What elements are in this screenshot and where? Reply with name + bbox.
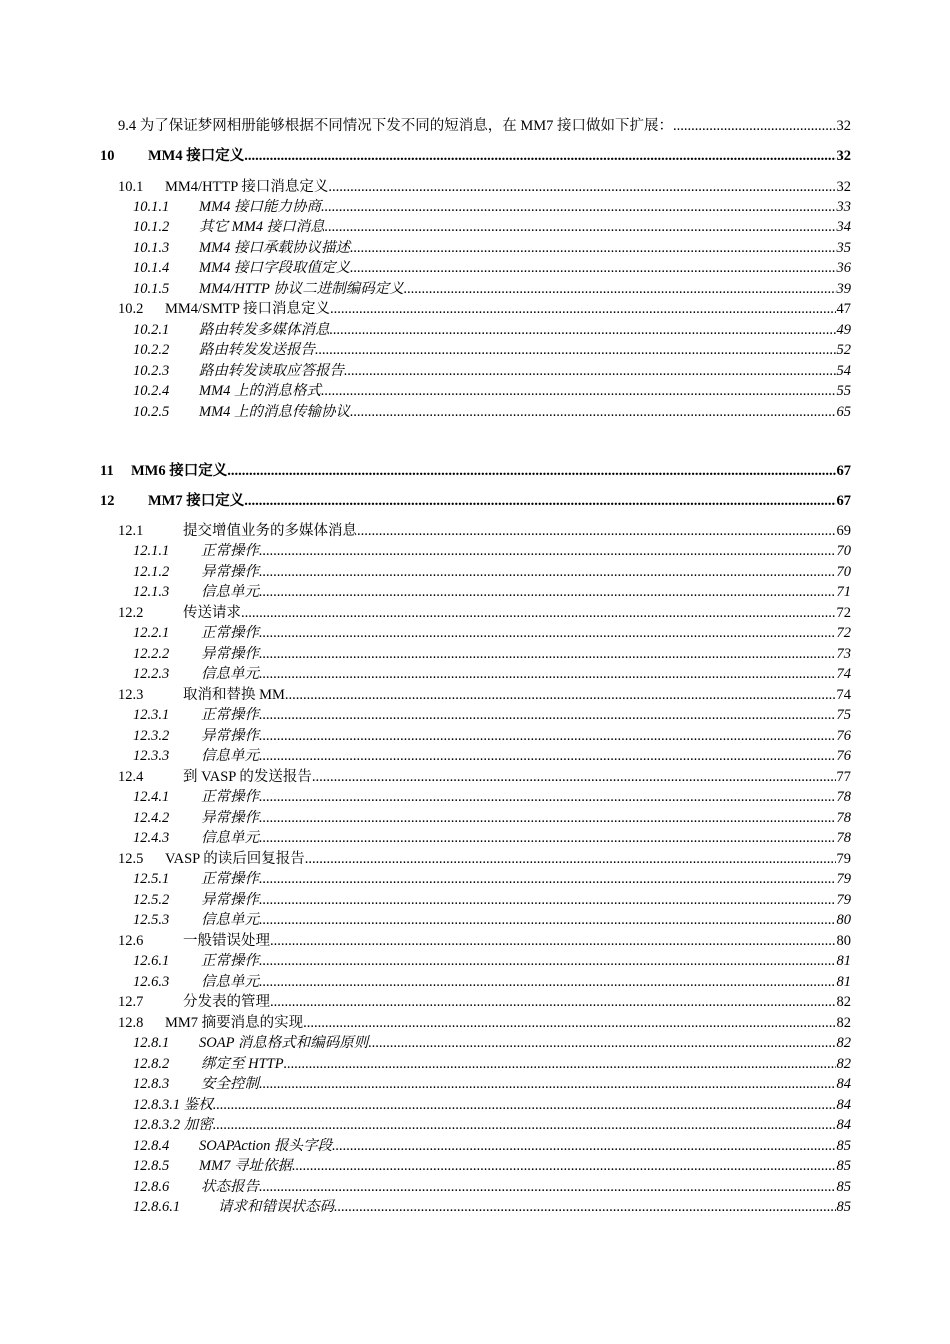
toc-dot-leader xyxy=(368,1033,835,1053)
toc-page-number: 33 xyxy=(836,199,851,215)
toc-entry-title: 分发表的管理 xyxy=(183,994,270,1010)
toc-entry[interactable] xyxy=(0,320,950,340)
toc-entry-number: 12.8.6.1 xyxy=(133,1199,181,1215)
toc-entry[interactable] xyxy=(0,746,950,766)
toc-dot-leader xyxy=(350,238,835,258)
toc-entry[interactable] xyxy=(0,238,950,258)
toc-entry-number: 12.8.5 xyxy=(133,1158,170,1174)
toc-page-number: 67 xyxy=(836,463,851,479)
toc-page-number: 80 xyxy=(836,933,851,949)
toc-entry-title: 正常操作 xyxy=(201,953,259,969)
toc-entry[interactable] xyxy=(0,177,950,197)
toc-dot-leader xyxy=(305,849,836,869)
toc-entry-number: 12.3.2 xyxy=(133,728,170,744)
toc-entry[interactable] xyxy=(0,1054,950,1074)
toc-page-number: 47 xyxy=(836,301,851,317)
toc-dot-leader xyxy=(312,767,836,787)
toc-page-number: 49 xyxy=(836,322,851,338)
toc-entry[interactable] xyxy=(0,992,950,1012)
toc-entry-title: 到 VASP 的发送报告 xyxy=(183,769,312,785)
toc-dot-leader xyxy=(259,787,836,807)
toc-dot-leader xyxy=(673,116,835,136)
toc-entry-title: 异常操作 xyxy=(201,892,259,908)
toc-entry-number: 12.5.2 xyxy=(133,892,170,908)
toc-page-number: 76 xyxy=(836,728,851,744)
toc-entry[interactable] xyxy=(0,402,950,422)
toc-dot-leader xyxy=(259,1177,836,1197)
toc-entry-title: 路由转发多媒体消息 xyxy=(199,322,330,338)
toc-dot-leader xyxy=(227,461,835,481)
toc-entry-title: 信息单元 xyxy=(201,974,259,990)
toc-entry[interactable] xyxy=(0,972,950,992)
toc-page-number: 81 xyxy=(836,953,851,969)
toc-entry-number: 12.5 xyxy=(118,851,144,867)
toc-dot-leader xyxy=(330,299,835,319)
toc-page-number: 54 xyxy=(836,363,851,379)
toc-dot-leader xyxy=(259,869,836,889)
toc-page-number: 74 xyxy=(836,687,851,703)
toc-page-number: 80 xyxy=(836,912,851,928)
toc-page-number: 32 xyxy=(836,148,851,164)
toc-page-number: 71 xyxy=(836,584,851,600)
toc-entry-number: 10.2.3 xyxy=(133,363,170,379)
toc-page-number: 32 xyxy=(836,179,851,195)
toc-dot-leader xyxy=(330,320,836,340)
toc-entry-number: 10.2.2 xyxy=(133,342,170,358)
toc-entry[interactable] xyxy=(0,623,950,643)
toc-entry-number: 12.6.1 xyxy=(133,953,170,969)
toc-entry-title: 取消和替换 MM xyxy=(183,687,285,703)
toc-entry[interactable] xyxy=(0,340,950,360)
toc-entry-title: 正常操作 xyxy=(201,871,259,887)
toc-dot-leader xyxy=(334,1197,836,1217)
toc-entry-number: 12.1.3 xyxy=(133,584,170,600)
toc-entry[interactable] xyxy=(0,705,950,725)
toc-entry[interactable] xyxy=(0,787,950,807)
toc-entry-number: 12.1.2 xyxy=(133,564,170,580)
toc-dot-leader xyxy=(284,1054,836,1074)
toc-dot-leader xyxy=(259,582,836,602)
toc-dot-leader xyxy=(259,828,836,848)
toc-entry[interactable] xyxy=(0,951,950,971)
toc-entry-title: 信息单元 xyxy=(201,830,259,846)
toc-entry[interactable] xyxy=(0,910,950,930)
toc-entry-title: 提交增值业务的多媒体消息 xyxy=(183,523,357,539)
toc-entry-number: 10.1.2 xyxy=(133,219,170,235)
toc-entry[interactable] xyxy=(0,1197,950,1217)
toc-page-number: 85 xyxy=(836,1138,851,1154)
toc-entry[interactable] xyxy=(0,1177,950,1197)
toc-page-number: 79 xyxy=(836,871,851,887)
toc-entry-number: 12.3.1 xyxy=(133,707,170,723)
toc-entry-number: 12.8 xyxy=(118,1015,144,1031)
toc-entry-title: MM4/HTTP 接口消息定义 xyxy=(165,179,329,195)
toc-entry-number: 12.2.1 xyxy=(133,625,170,641)
toc-page-number: 55 xyxy=(836,383,851,399)
toc-entry-title: 信息单元 xyxy=(201,666,259,682)
toc-page-number: 75 xyxy=(836,707,851,723)
toc-dot-leader xyxy=(404,279,836,299)
toc-entry-title: SOAP 消息格式和编码原则 xyxy=(199,1035,369,1051)
toc-page-number: 35 xyxy=(836,240,851,256)
toc-page-number: 85 xyxy=(836,1199,851,1215)
toc-dot-leader xyxy=(259,623,836,643)
toc-dot-leader xyxy=(321,197,835,217)
toc-entry-number: 12.4.1 xyxy=(133,789,170,805)
toc-entry-number: 12.4.2 xyxy=(133,810,170,826)
toc-page-number: 84 xyxy=(836,1117,851,1133)
toc-entry-title: MM7 摘要消息的实现 xyxy=(165,1015,304,1031)
toc-dot-leader xyxy=(259,972,836,992)
toc-entry-title: 12.8.3.2 加密 xyxy=(133,1117,213,1133)
toc-entry-title: 信息单元 xyxy=(201,584,259,600)
toc-entry-title: MM4 接口定义 xyxy=(148,148,245,164)
toc-entry-number: 10.1.3 xyxy=(133,240,170,256)
toc-dot-leader xyxy=(241,603,836,623)
toc-page-number: 79 xyxy=(836,892,851,908)
toc-entry-title: MM4 上的消息传输协议 xyxy=(199,404,351,420)
toc-page-number: 70 xyxy=(836,564,851,580)
toc-entry-number: 10 xyxy=(100,148,115,164)
toc-page-number: 76 xyxy=(836,748,851,764)
toc-entry[interactable] xyxy=(0,685,950,705)
toc-dot-leader xyxy=(292,1156,835,1176)
toc-page-number: 73 xyxy=(836,646,851,662)
toc-page-number: 82 xyxy=(836,1056,851,1072)
toc-entry-number: 10.1.1 xyxy=(133,199,170,215)
toc-dot-leader xyxy=(259,951,836,971)
toc-dot-leader xyxy=(259,562,836,582)
toc-entry-title: 信息单元 xyxy=(201,912,259,928)
toc-page-number: 69 xyxy=(836,523,851,539)
toc-entry[interactable] xyxy=(0,217,950,237)
toc-page-number: 78 xyxy=(836,789,851,805)
toc-entry[interactable] xyxy=(0,279,950,299)
toc-entry-number: 12 xyxy=(100,493,115,509)
toc-entry[interactable] xyxy=(0,1074,950,1094)
toc-page-number: 74 xyxy=(836,666,851,682)
toc-entry-title: MM7 接口定义 xyxy=(148,493,245,509)
toc-entry-number: 10.2 xyxy=(118,301,144,317)
toc-entry[interactable] xyxy=(0,381,950,401)
toc-entry-title: 一般错误处理 xyxy=(183,933,270,949)
toc-entry-title: MM4 接口承载协议描述 xyxy=(199,240,351,256)
toc-entry[interactable] xyxy=(0,808,950,828)
toc-dot-leader xyxy=(213,1115,836,1135)
toc-entry-title: 正常操作 xyxy=(201,707,259,723)
toc-entry-number: 12.1 xyxy=(118,523,144,539)
toc-page-number: 72 xyxy=(836,625,851,641)
toc-entry[interactable] xyxy=(0,258,950,278)
toc-dot-leader xyxy=(259,705,836,725)
toc-entry-number: 12.2.3 xyxy=(133,666,170,682)
toc-dot-leader xyxy=(270,992,836,1012)
toc-page-number: 81 xyxy=(836,974,851,990)
toc-dot-leader xyxy=(244,146,835,166)
toc-page-number: 85 xyxy=(836,1158,851,1174)
toc-page-number: 82 xyxy=(836,1035,851,1051)
toc-entry-title: 请求和错误状态码 xyxy=(218,1199,334,1215)
toc-entry-title: 异常操作 xyxy=(201,564,259,580)
toc-page-number: 72 xyxy=(836,605,851,621)
toc-dot-leader xyxy=(350,402,835,422)
toc-entry[interactable] xyxy=(0,116,950,136)
toc-entry-title: 状态报告 xyxy=(201,1179,259,1195)
toc-dot-leader xyxy=(350,258,835,278)
toc-dot-leader xyxy=(259,644,836,664)
toc-entry-title: MM4/HTTP 协议二进制编码定义 xyxy=(199,281,404,297)
toc-dot-leader xyxy=(259,808,836,828)
toc-entry-number: 12.8.2 xyxy=(133,1056,170,1072)
toc-page-number: 36 xyxy=(836,260,851,276)
toc-entry-title: 路由转发发送报告 xyxy=(199,342,315,358)
toc-entry-number: 10.1 xyxy=(118,179,144,195)
toc-dot-leader xyxy=(332,1136,835,1156)
toc-entry[interactable] xyxy=(0,541,950,561)
toc-entry-number: 12.5.1 xyxy=(133,871,170,887)
toc-dot-leader xyxy=(357,521,836,541)
toc-entry-title: 正常操作 xyxy=(201,543,259,559)
toc-entry-title: 异常操作 xyxy=(201,646,259,662)
toc-dot-leader xyxy=(303,1013,835,1033)
toc-dot-leader xyxy=(259,910,836,930)
toc-page-number: 79 xyxy=(836,851,851,867)
toc-entry-number: 12.6.3 xyxy=(133,974,170,990)
toc-entry-title: MM7 寻址依据 xyxy=(199,1158,293,1174)
toc-dot-leader xyxy=(344,361,836,381)
toc-page-number: 82 xyxy=(836,994,851,1010)
toc-entry-number: 12.8.6 xyxy=(133,1179,170,1195)
toc-dot-leader xyxy=(325,217,836,237)
toc-entry-number: 10.1.5 xyxy=(133,281,170,297)
toc-dot-leader xyxy=(270,931,836,951)
toc-entry[interactable] xyxy=(0,869,950,889)
toc-dot-leader xyxy=(244,491,835,511)
toc-dot-leader xyxy=(328,177,835,197)
toc-entry[interactable] xyxy=(0,664,950,684)
toc-dot-leader xyxy=(259,541,836,561)
toc-entry-number: 12.3 xyxy=(118,687,144,703)
toc-dot-leader xyxy=(315,340,836,360)
toc-entry[interactable] xyxy=(0,1033,950,1053)
toc-entry[interactable] xyxy=(0,1115,950,1135)
toc-entry-number: 10.2.5 xyxy=(133,404,170,420)
toc-page-number: 34 xyxy=(836,219,851,235)
toc-page-number: 52 xyxy=(836,342,851,358)
toc-entry[interactable] xyxy=(0,726,950,746)
toc-entry[interactable] xyxy=(0,582,950,602)
toc-entry-number: 12.1.1 xyxy=(133,543,170,559)
toc-entry[interactable] xyxy=(0,146,950,166)
toc-entry[interactable] xyxy=(0,767,950,787)
toc-entry[interactable] xyxy=(0,197,950,217)
toc-entry-number: 12.6 xyxy=(118,933,144,949)
toc-entry[interactable] xyxy=(0,1013,950,1033)
toc-entry-number: 12.2 xyxy=(118,605,144,621)
toc-page-number: 65 xyxy=(836,404,851,420)
toc-dot-leader xyxy=(213,1095,836,1115)
toc-dot-leader xyxy=(259,664,836,684)
toc-entry-title: 信息单元 xyxy=(201,748,259,764)
toc-entry-title: 异常操作 xyxy=(201,810,259,826)
toc-entry[interactable] xyxy=(0,828,950,848)
toc-entry-title: 安全控制 xyxy=(201,1076,259,1092)
toc-entry-title: 正常操作 xyxy=(201,625,259,641)
toc-entry-title: MM4 上的消息格式 xyxy=(199,383,322,399)
toc-dot-leader xyxy=(259,726,836,746)
toc-entry[interactable] xyxy=(0,644,950,664)
toc-entry-number: 12.8.4 xyxy=(133,1138,170,1154)
toc-dot-leader xyxy=(285,685,836,705)
toc-entry[interactable] xyxy=(0,890,950,910)
toc-page-number: 78 xyxy=(836,830,851,846)
toc-entry[interactable] xyxy=(0,461,950,481)
toc-entry[interactable] xyxy=(0,1156,950,1176)
toc-entry[interactable] xyxy=(0,603,950,623)
toc-entry[interactable] xyxy=(0,521,950,541)
toc-entry-number: 11 xyxy=(100,463,114,479)
toc-entry[interactable] xyxy=(0,361,950,381)
toc-dot-leader xyxy=(321,381,835,401)
toc-entry-number: 12.2.2 xyxy=(133,646,170,662)
toc-entry[interactable] xyxy=(0,1095,950,1115)
toc-entry-title: 9.4 为了保证梦网相册能够根据不同情况下发不同的短消息，在 MM7 接口做如下扩展： xyxy=(118,118,674,134)
toc-entry-number: 12.3.3 xyxy=(133,748,170,764)
toc-page-number: 32 xyxy=(836,118,851,134)
toc-entry-title: 路由转发读取应答报告 xyxy=(199,363,344,379)
toc-dot-leader xyxy=(259,746,836,766)
toc-entry-number: 12.4 xyxy=(118,769,144,785)
toc-entry-number: 12.8.1 xyxy=(133,1035,170,1051)
toc-dot-leader xyxy=(259,1074,836,1094)
toc-entry-number: 10.2.4 xyxy=(133,383,170,399)
toc-entry-title: MM6 接口定义 xyxy=(131,463,228,479)
toc-entry[interactable] xyxy=(0,931,950,951)
toc-entry-number: 10.2.1 xyxy=(133,322,170,338)
toc-page-number: 84 xyxy=(836,1076,851,1092)
toc-entry-number: 12.4.3 xyxy=(133,830,170,846)
toc-entry[interactable] xyxy=(0,299,950,319)
toc-entry-title: SOAPAction 报头字段 xyxy=(199,1138,333,1154)
toc-entry-title: 正常操作 xyxy=(201,789,259,805)
toc-entry[interactable] xyxy=(0,849,950,869)
toc-entry-title: MM4 接口字段取值定义 xyxy=(199,260,351,276)
toc-entry-number: 12.7 xyxy=(118,994,144,1010)
toc-entry-title: 异常操作 xyxy=(201,728,259,744)
toc-entry-title: VASP 的读后回复报告 xyxy=(165,851,305,867)
toc-entry-title: MM4 接口能力协商 xyxy=(199,199,322,215)
toc-page-number: 82 xyxy=(836,1015,851,1031)
toc-page-number: 39 xyxy=(836,281,851,297)
toc-entry[interactable] xyxy=(0,1136,950,1156)
toc-entry[interactable] xyxy=(0,491,950,511)
toc-entry-number: 10.1.4 xyxy=(133,260,170,276)
toc-entry-title: 绑定至 HTTP xyxy=(201,1056,284,1072)
toc-page-number: 78 xyxy=(836,810,851,826)
toc-dot-leader xyxy=(259,890,836,910)
toc-page-number: 84 xyxy=(836,1097,851,1113)
toc-entry-title: 12.8.3.1 鉴权 xyxy=(133,1097,213,1113)
toc-page-number: 70 xyxy=(836,543,851,559)
toc-entry-number: 12.5.3 xyxy=(133,912,170,928)
toc-page-number: 85 xyxy=(836,1179,851,1195)
toc-entry-number: 12.8.3 xyxy=(133,1076,170,1092)
toc-entry-title: MM4/SMTP 接口消息定义 xyxy=(165,301,331,317)
toc-entry[interactable] xyxy=(0,562,950,582)
toc-entry-title: 其它 MM4 接口消息 xyxy=(199,219,325,235)
toc-page-number: 67 xyxy=(836,493,851,509)
toc-entry-title: 传送请求 xyxy=(183,605,241,621)
toc-page-number: 77 xyxy=(836,769,851,785)
